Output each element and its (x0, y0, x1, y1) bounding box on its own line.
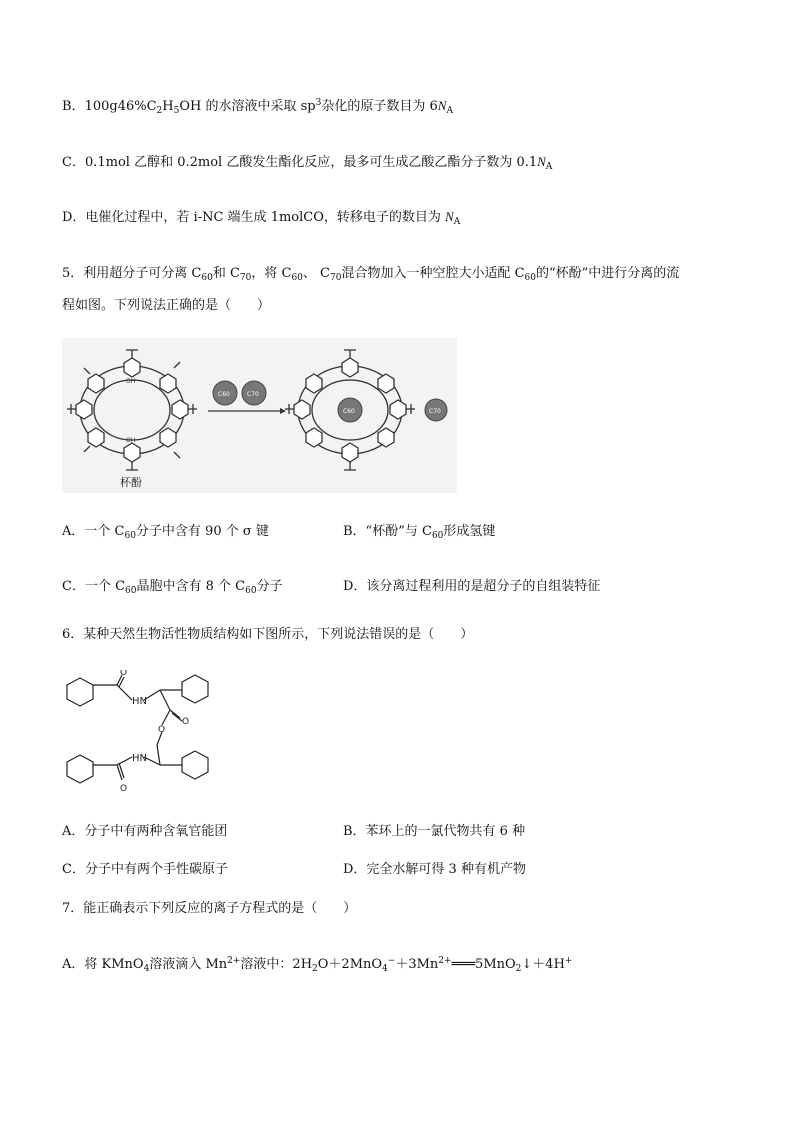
q7-option-a: A．将 KMnO$_4$溶液滴入 $Mn^{2+}$溶液中：$2H_2O+2MnO_4^-+3Mn^{2+}═══5MnO_2↓+4H^+$ (62, 956, 573, 974)
oh-label-2: OH (126, 437, 136, 444)
carbonyl-o-3: O (120, 784, 128, 794)
q6-option-b: B．苯环上的一氯代物共有 6 种 (343, 824, 526, 839)
q4-option-b: B．$100g46\%C_2H_5OH$ 的水溶液中采取 $sp^3$杂化的原子数目为 $6N_A$ (62, 98, 453, 116)
q7-stem: 7．能正确表示下列反应的离子方程式的是（ ） (62, 901, 357, 916)
q5-stem-line1: 5．利用超分子可分离 $C_{60}$和 $C_{70}$，将 $C_{60}$、 $C_{70}$混合物加入一种空腔大小适配 $C_{60}$的“杯酚”中进行分离的流 (62, 266, 680, 283)
q5-option-a: A．一个 $C_{60}$分子中含有 90 个 σ 键 (62, 524, 269, 541)
benzene-ring-1 (67, 678, 93, 706)
c70-ball-label: C70 (247, 391, 259, 398)
nh-label-1: HN (132, 696, 147, 707)
nh-label-2: HN (132, 753, 147, 764)
calixarene-label: 杯酚 (120, 476, 142, 489)
benzene-ring-4 (182, 751, 208, 779)
q5-option-b: B．“杯酚”与 $C_{60}$形成氢键 (343, 524, 496, 541)
carbonyl-o-1: O (120, 670, 128, 678)
q6-option-d: D．完全水解可得 3 种有机产物 (343, 862, 526, 877)
q5-option-d: D．该分离过程利用的是超分子的自组装特征 (343, 579, 601, 594)
q5-option-c: C．一个 $C_{60}$晶胞中含有 8 个 $C_{60}$分子 (62, 579, 283, 596)
q5-stem-line2: 程如图。下列说法正确的是（ ） (62, 298, 271, 313)
q6-stem: 6．某种天然生物活性物质结构如下图所示，下列说法错误的是（ ） (62, 627, 474, 642)
c60-ball-label: C60 (218, 391, 230, 398)
q5-figure (62, 338, 457, 493)
benzene-ring-2 (182, 675, 208, 703)
q4-option-d: D．电催化过程中，若 i-NC 端生成 1molCO，转移电子的数目为 $N_A$ (62, 209, 461, 227)
q6-option-c: C．分子中有两个手性碳原子 (62, 862, 228, 877)
benzene-ring-3 (67, 755, 93, 783)
ester-o: O (158, 725, 166, 735)
c70-separated-label: C70 (429, 408, 441, 415)
q6-option-a: A．分子中有两种含氧官能团 (62, 824, 228, 839)
oh-label: OH (126, 378, 136, 385)
carbonyl-o-2: O (182, 717, 190, 727)
c60-in-cavity-label: C60 (343, 408, 355, 415)
q4-option-c: C．0.1mol 乙醇和 0.2mol 乙酸发生酯化反应，最多可生成乙酸乙酯分子数为 $0.1N_A$ (62, 154, 553, 172)
q6-structure (62, 670, 232, 800)
